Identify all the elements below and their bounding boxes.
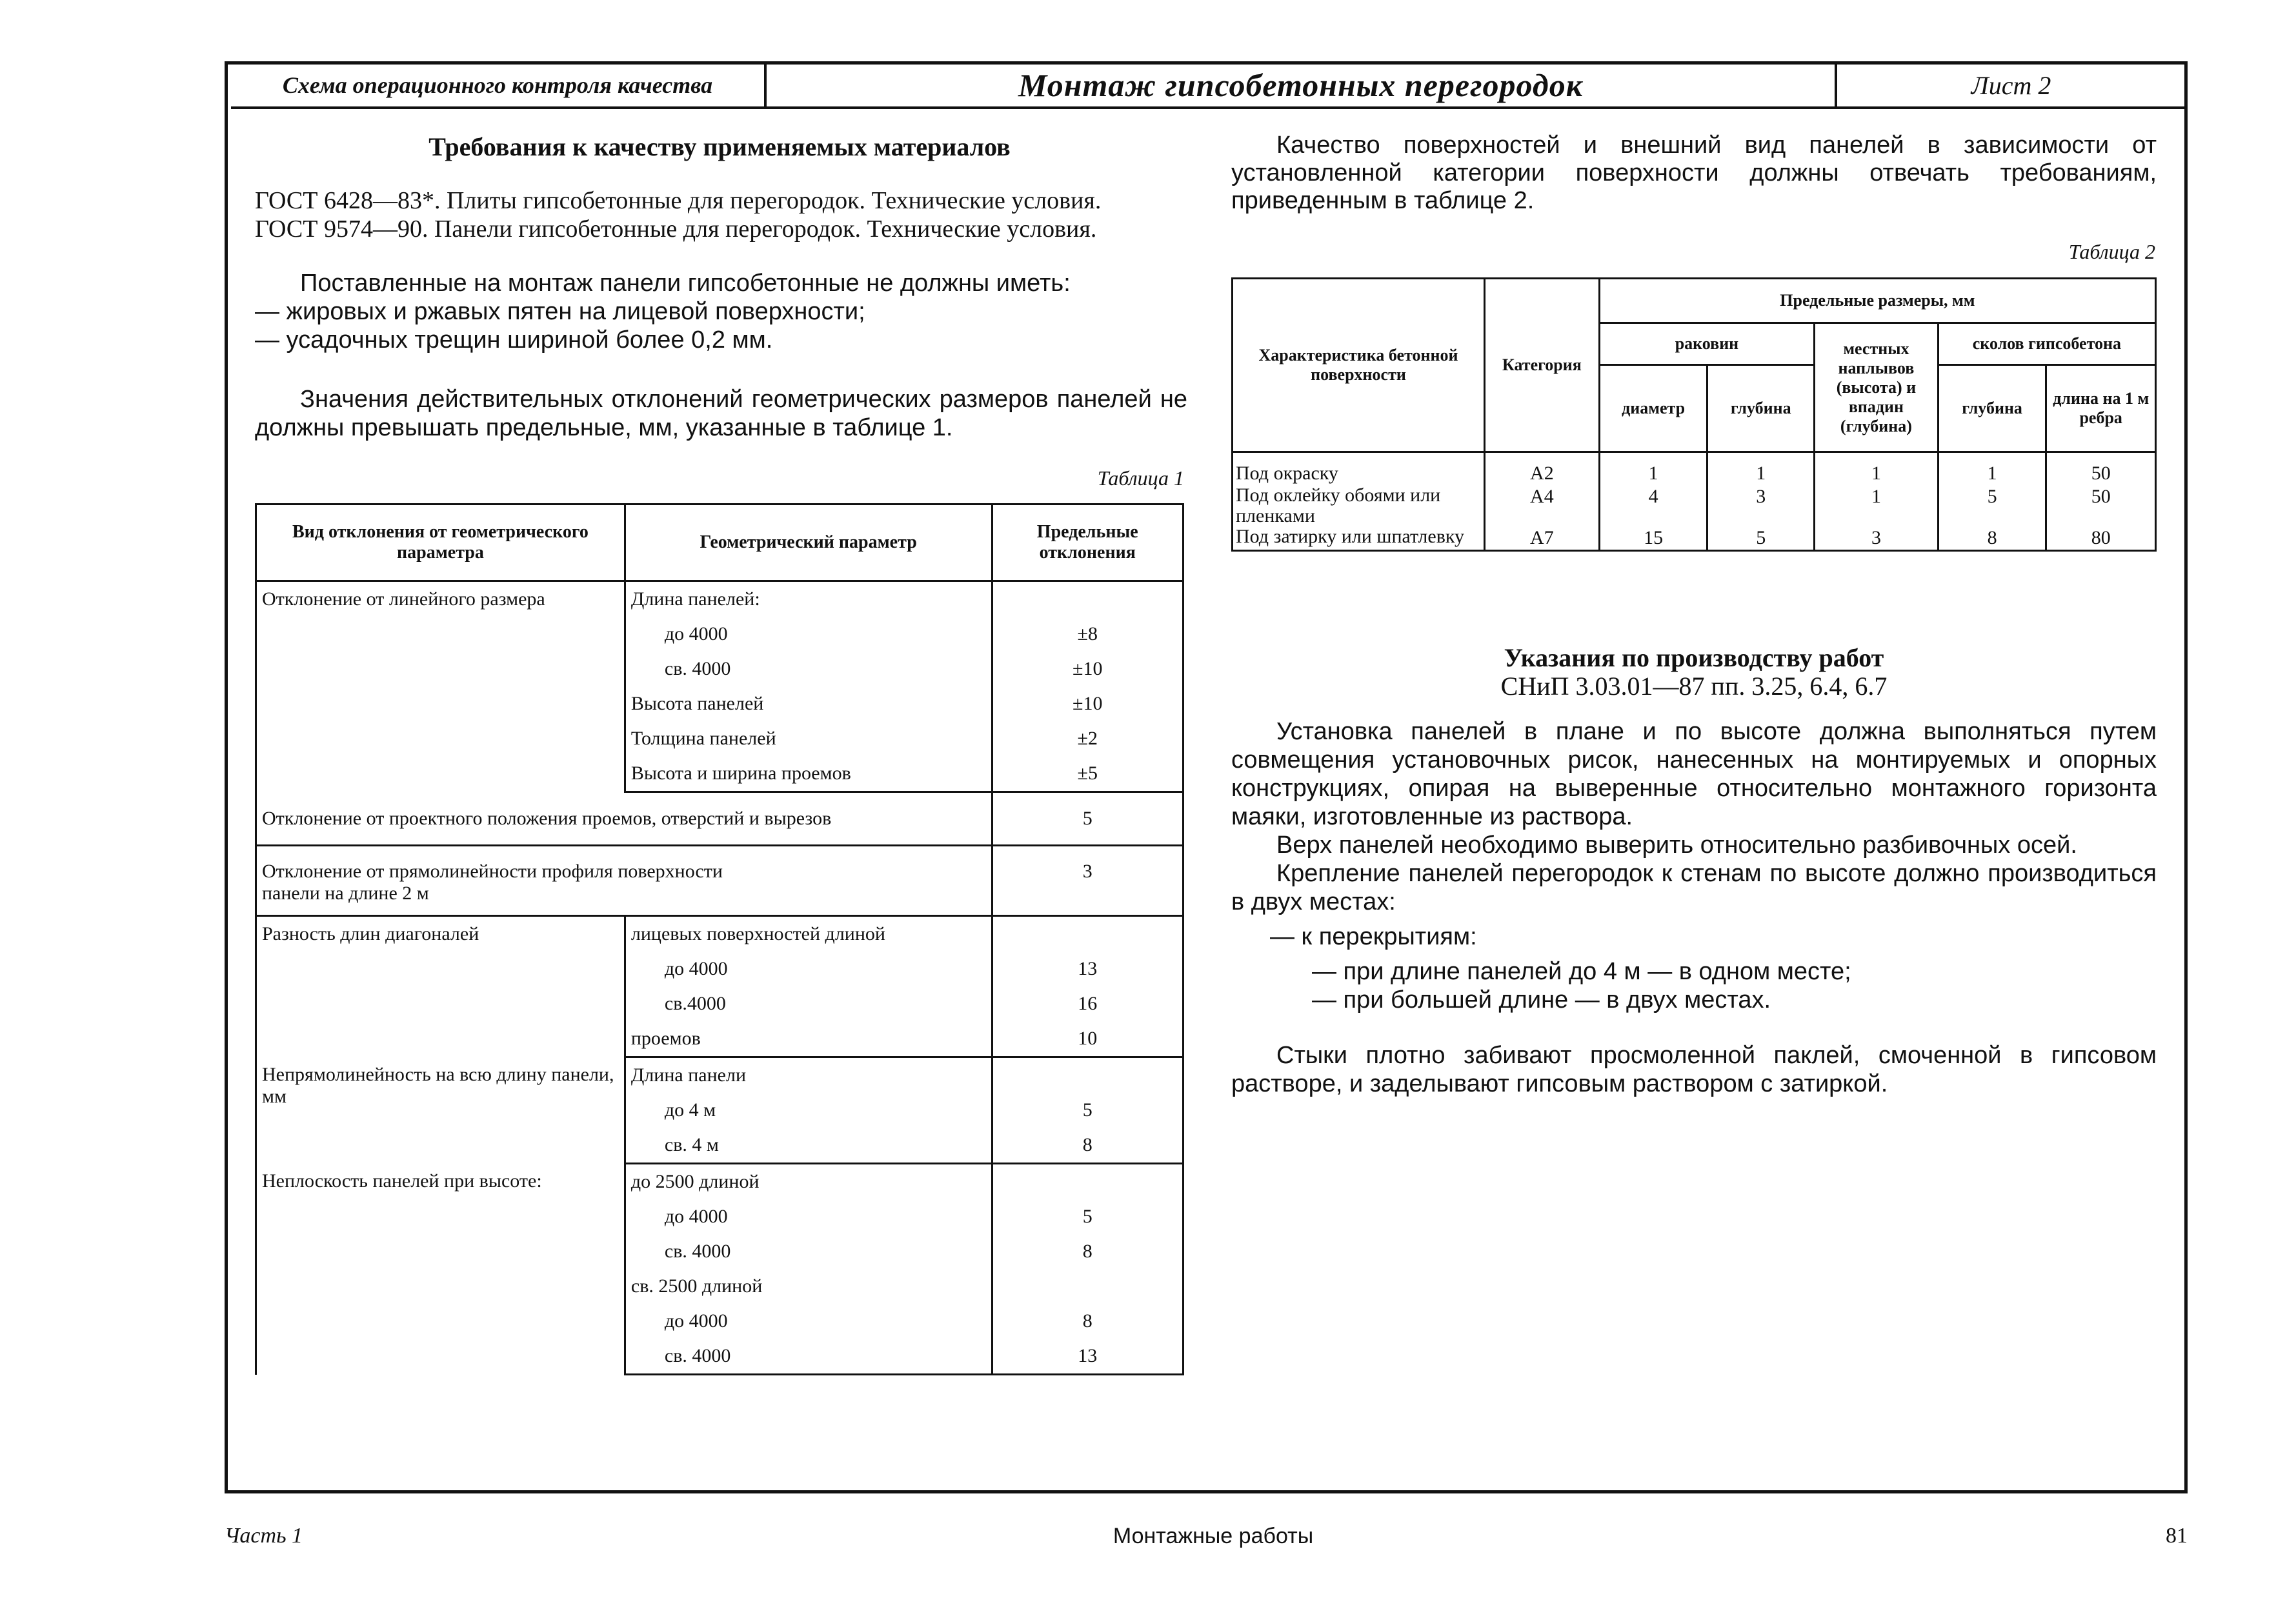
gost-6428: ГОСТ 6428—83*. Плиты гипсобетонные для перегородок. Технические условия.: [255, 187, 1102, 214]
limit: [992, 1269, 1183, 1304]
materials-heading: Требования к качеству применяемых материалов: [428, 132, 1011, 161]
column-header: местных наплывов (высота) и впадин (глубина): [1815, 323, 1939, 452]
param: до 4000: [625, 1199, 992, 1234]
works-heading: Указания по производству работ: [1504, 643, 1884, 672]
cell: А4: [1485, 485, 1600, 526]
limit: ±10: [992, 686, 1183, 721]
table1-caption: Таблица 1: [1097, 466, 1184, 490]
limit: 5: [992, 1199, 1183, 1234]
requirement-item: — жировых и ржавых пятен на лицевой поверхности;: [255, 298, 865, 325]
deviations-paragraph: Значения действительных отклонений геометрических размеров панелей не должны превышать предельные, мм, указанные в таблице 1.: [255, 386, 1187, 441]
column-header: глубина: [1938, 365, 2046, 452]
page-number: 81: [2166, 1524, 2188, 1548]
limit: [992, 1164, 1183, 1200]
header-bar: [231, 64, 2185, 109]
param: проемов: [625, 1021, 992, 1057]
cell: 15: [1599, 526, 1707, 551]
limit: ±5: [992, 756, 1183, 792]
instruction-item: — при большей длине — в двух местах.: [1312, 986, 1771, 1013]
works-instructions: [1231, 717, 2157, 1098]
instruction-paragraph: Стыки плотно забивают просмоленной паклей, смоченной в гипсовом растворе, и заделывают гипсовым раствором с затиркой.: [1231, 1042, 2157, 1097]
limit: ±10: [992, 652, 1183, 686]
param: св. 2500 длиной: [625, 1269, 992, 1304]
snip-reference: СНиП 3.03.01—87 пп. 3.25, 6.4, 6.7: [1500, 672, 1888, 701]
limit: 13: [992, 1339, 1183, 1375]
instruction-item: — к перекрытиям:: [1270, 923, 1477, 950]
limit: 5: [992, 1093, 1183, 1128]
param: лицевых поверхностей длиной: [625, 916, 992, 952]
cell: Под оклейку обоями или пленками: [1233, 485, 1485, 526]
param: до 2500 длиной: [625, 1164, 992, 1200]
cell: 1: [1707, 452, 1815, 486]
param: Толщина панелей: [625, 721, 992, 756]
column-header: Предельные отклонения: [992, 504, 1183, 581]
cell: 1: [1599, 452, 1707, 486]
limit: [992, 916, 1183, 952]
param: Длина панели: [625, 1057, 992, 1093]
deviation-kind: Отклонение от прямолинейности профиля поверхности панели на длине 2 м: [256, 846, 992, 916]
cell: Под затирку или шпатлевку: [1233, 526, 1485, 551]
column-header: раковин: [1599, 323, 1814, 365]
cell: 50: [2046, 452, 2156, 486]
gost-list: [255, 186, 1197, 243]
document-title: Монтаж гипсобетонных перегородок: [767, 64, 1837, 106]
table-row: [1233, 526, 2156, 551]
instruction-paragraph: Установка панелей в плане и по высоте должна выполняться путем совмещения установочных рисок, нанесенных на монтируемых и опорных конструкциях, опирая на выверенные относительно монтажного горизонта маяки, изготовленные из раствора.: [1231, 718, 2157, 830]
instruction-item: — при длине панелей до 4 м — в одном месте;: [1312, 958, 1851, 985]
param: Длина панелей:: [625, 581, 992, 617]
param: св. 4000: [625, 1339, 992, 1375]
cell: 1: [1938, 452, 2046, 486]
gost-9574: ГОСТ 9574—90. Панели гипсобетонные для перегородок. Технические условия.: [255, 215, 1097, 243]
table-row: [1233, 485, 2156, 526]
cell: 8: [1938, 526, 2046, 551]
param: св. 4 м: [625, 1128, 992, 1164]
param: до 4000: [625, 952, 992, 986]
limit: ±8: [992, 617, 1183, 652]
limit: ±2: [992, 721, 1183, 756]
surface-paragraph: Качество поверхностей и внешний вид панелей в зависимости от установленной категории поверхности должны отвечать требованиям, приведенным в таблице 2.: [1231, 132, 2157, 214]
cell: 4: [1599, 485, 1707, 526]
cell: 3: [1707, 485, 1815, 526]
column-header: длина на 1 м ребра: [2046, 365, 2156, 452]
cell: 5: [1938, 485, 2046, 526]
scheme-label: Схема операционного контроля качества: [231, 64, 767, 106]
table-header-row: [256, 504, 1183, 581]
param: до 4000: [625, 1304, 992, 1339]
footer-section: Монтажные работы: [1113, 1524, 1314, 1548]
param: св.4000: [625, 986, 992, 1021]
limit: [992, 581, 1183, 617]
column-header: Вид отклонения от геометрического параметра: [256, 504, 625, 581]
cell: 50: [2046, 485, 2156, 526]
limit: 16: [992, 986, 1183, 1021]
table-deviations: [255, 503, 1184, 1375]
param: Высота панелей: [625, 686, 992, 721]
limit: 8: [992, 1128, 1183, 1164]
table-row: [256, 846, 1183, 916]
cell: А7: [1485, 526, 1600, 551]
cell: Под окраску: [1233, 452, 1485, 486]
param: до 4000: [625, 617, 992, 652]
limit: 10: [992, 1021, 1183, 1057]
footer-part: Часть 1: [225, 1524, 303, 1548]
param: Высота и ширина проемов: [625, 756, 992, 792]
limit: 13: [992, 952, 1183, 986]
table2-caption: Таблица 2: [2068, 240, 2155, 263]
deviation-kind: Неплоскость панелей при высоте:: [256, 1164, 625, 1375]
cell: 80: [2046, 526, 2156, 551]
column-header: глубина: [1707, 365, 1815, 452]
deviation-kind: Непрямолинейность на всю длину панели, мм: [256, 1057, 625, 1164]
cell: 5: [1707, 526, 1815, 551]
limit: 3: [992, 846, 1183, 916]
column-header: Характеристика бетонной поверхности: [1233, 279, 1485, 452]
deviation-kind: Отклонение от проектного положения проемов, отверстий и вырезов: [256, 792, 992, 846]
table-row: [256, 1057, 1183, 1093]
table-row: [256, 1164, 1183, 1200]
limit: 5: [992, 792, 1183, 846]
requirements-intro: Поставленные на монтаж панели гипсобетонные не должны иметь:: [300, 270, 1071, 297]
table-row: [1233, 452, 2156, 486]
column-header: Предельные размеры, мм: [1599, 279, 2155, 323]
table-row: [256, 792, 1183, 846]
cell: 3: [1815, 526, 1939, 551]
instruction-paragraph: Верх панелей необходимо выверить относительно разбивочных осей.: [1276, 832, 2077, 859]
limit: 8: [992, 1304, 1183, 1339]
table-row: [256, 916, 1183, 952]
requirements-block: [255, 269, 1187, 354]
param: до 4 м: [625, 1093, 992, 1128]
param: св. 4000: [625, 1234, 992, 1269]
limit: [992, 1057, 1183, 1093]
deviation-kind: Отклонение от линейного размера: [256, 581, 625, 792]
column-header: Геометрический параметр: [625, 504, 992, 581]
sheet-label: Лист 2: [1971, 70, 2051, 100]
requirement-item: — усадочных трещин шириной более 0,2 мм.: [255, 326, 773, 354]
instruction-paragraph: Крепление панелей перегородок к стенам по высоте должно производиться в двух местах:: [1231, 860, 2157, 915]
cell: 1: [1815, 452, 1939, 486]
cell: 1: [1815, 485, 1939, 526]
table-row: [256, 581, 1183, 617]
table-surface: [1231, 277, 2157, 552]
cell: А2: [1485, 452, 1600, 486]
table-header-row: [1233, 279, 2156, 323]
limit: 8: [992, 1234, 1183, 1269]
column-header: Категория: [1485, 279, 1600, 452]
column-header: сколов гипсобетона: [1938, 323, 2155, 365]
deviation-kind: Разность длин диагоналей: [256, 916, 625, 1057]
param: св. 4000: [625, 652, 992, 686]
column-header: диаметр: [1599, 365, 1707, 452]
